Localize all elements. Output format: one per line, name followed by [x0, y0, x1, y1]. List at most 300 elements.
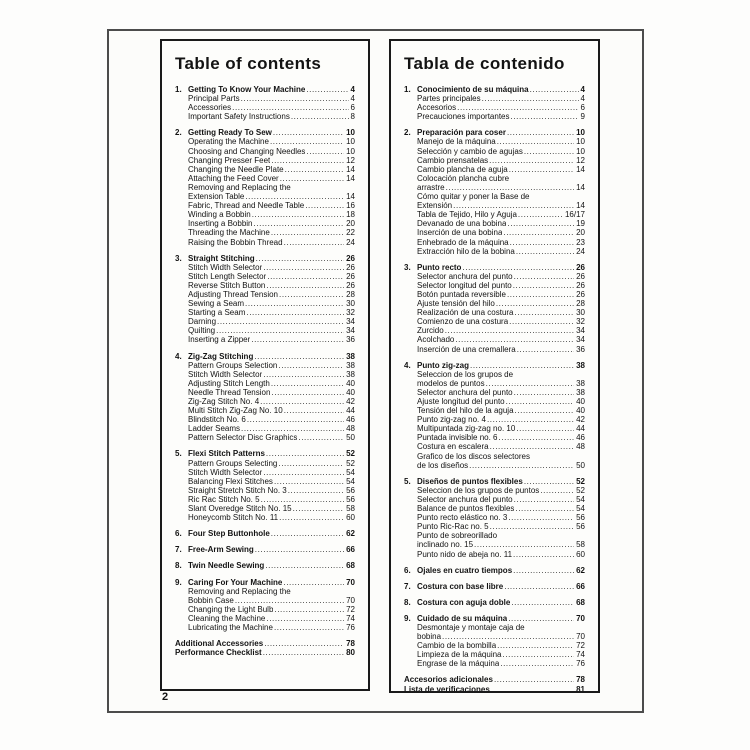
- section-number: 4.: [175, 351, 182, 361]
- toc-entry-label: Acolchado: [417, 335, 455, 345]
- toc-title-spanish: Tabla de contenido: [404, 54, 565, 73]
- page-ref: 76: [576, 659, 585, 669]
- toc-entry: [417, 103, 585, 112]
- page-ref: 34: [576, 335, 585, 345]
- toc-section: [175, 578, 355, 633]
- toc-entry-label: Operating the Machine: [188, 137, 269, 147]
- dot-leader: [263, 648, 344, 657]
- page-ref: 26: [346, 253, 355, 263]
- section-header-label: Free-Arm Sewing: [188, 545, 254, 555]
- section-header-label: Ojales en cuatro tiempos: [417, 565, 513, 575]
- dot-leader: [462, 263, 574, 272]
- toc-entry-label: Puntada invisible no. 6: [417, 433, 498, 443]
- page-ref: 18: [346, 210, 355, 220]
- section-header: [404, 128, 585, 137]
- dot-leader: [273, 128, 344, 137]
- toc-entry-label: Punto recto elástico no. 3: [417, 513, 508, 523]
- page-ref: 10: [346, 137, 355, 147]
- section-header-label: Getting Ready To Sew: [188, 128, 272, 138]
- toc-entry-label: Punto zig-zag no. 4: [417, 415, 486, 425]
- toc-section: [175, 128, 355, 246]
- toc-entry: [417, 406, 585, 415]
- toc-entry: [188, 192, 355, 201]
- dot-leader: [490, 442, 575, 451]
- page-ref: 34: [346, 317, 355, 327]
- toc-entry: [188, 424, 355, 433]
- dot-leader: [245, 299, 344, 308]
- toc-entry-label: Extensión: [417, 201, 453, 211]
- toc-entry: [417, 641, 585, 650]
- toc-entry: [188, 605, 355, 614]
- section-header: [404, 263, 585, 272]
- section-header-label: Punto zig-zag: [417, 360, 469, 370]
- dot-leader: [507, 219, 574, 228]
- dot-leader: [455, 335, 574, 344]
- toc-section: [404, 128, 585, 255]
- toc-entry-label: Extracción hilo de la bobina: [417, 246, 515, 256]
- section-number: 8.: [404, 597, 411, 607]
- section-header: [404, 361, 585, 370]
- toc-entry: [417, 486, 585, 495]
- toc-entry: [188, 587, 355, 596]
- toc-entry: [417, 504, 585, 513]
- toc-entry-label: Selección y cambio de agujas: [417, 146, 523, 156]
- section-header-label: Zig-Zag Stitching: [188, 351, 254, 361]
- toc-entry-label: Ajuste tensión del hilo: [417, 299, 495, 309]
- page-ref: 34: [576, 326, 585, 336]
- toc-entry-label: Changing Presser Feet: [188, 155, 271, 165]
- page-ref: 26: [576, 271, 585, 281]
- toc-entry: [417, 219, 585, 228]
- toc-entry: [188, 433, 355, 442]
- page-ref: 32: [576, 317, 585, 327]
- toc-entry-label: Inserción de una bobina: [417, 228, 503, 238]
- toc-entry: [417, 345, 585, 354]
- toc-section: [404, 85, 585, 121]
- page-ref: 76: [346, 622, 355, 632]
- dot-leader: [489, 156, 574, 165]
- dot-leader: [285, 165, 344, 174]
- page-ref: 12: [346, 155, 355, 165]
- toc-entry: [417, 326, 585, 335]
- toc-entry-label: Zig-Zag Stitch No. 4: [188, 397, 260, 406]
- toc-entry-label: Precauciones importantes: [417, 112, 510, 122]
- dot-leader: [217, 317, 344, 326]
- section-items: [175, 137, 355, 246]
- section-number: 6.: [175, 529, 182, 539]
- toc-entry-label: Colocación plancha cubre: [417, 173, 510, 183]
- toc-entry: [417, 531, 585, 540]
- dot-leader: [513, 550, 574, 559]
- section-items: [175, 459, 355, 523]
- page-ref: 54: [346, 467, 355, 477]
- dot-leader: [284, 238, 345, 247]
- section-number: 4.: [404, 360, 411, 370]
- toc-entry-label: Cambio prensatelas: [417, 155, 489, 165]
- toc-entry-label: Bobbin Case: [188, 595, 234, 605]
- toc-entry-label: Punto Ric-Rac no. 5: [417, 522, 489, 532]
- page-ref: 50: [576, 460, 585, 470]
- toc-entry: [188, 326, 355, 335]
- section-number: 9.: [175, 577, 182, 587]
- toc-entry: [417, 659, 585, 668]
- dot-leader: [491, 685, 574, 693]
- toc-entry-label: Comienzo de una costura: [417, 317, 509, 327]
- section-number: 5.: [404, 476, 411, 486]
- section-header: [175, 254, 355, 263]
- page-ref: 36: [576, 344, 585, 354]
- toc-entry-label: Cambio plancha de aguja: [417, 164, 508, 174]
- toc-entry: [417, 370, 585, 379]
- section-header: [404, 566, 585, 575]
- section-number: 7.: [175, 545, 182, 555]
- section-header-label: Getting To Know Your Machine: [188, 85, 306, 94]
- section-number: 8.: [175, 561, 182, 571]
- section-number: 6.: [404, 565, 411, 575]
- toc-entry-label: Inserting a Bobbin: [188, 219, 253, 229]
- toc-section: [175, 545, 355, 554]
- page-ref: 40: [346, 378, 355, 388]
- page-ref: 68: [346, 561, 355, 571]
- page-ref: 20: [346, 219, 355, 229]
- footer-entry-label: Additional Accessories: [175, 639, 264, 649]
- dot-leader: [516, 247, 574, 256]
- toc-entry-label: Sewing a Seam: [188, 299, 245, 309]
- toc-section: [404, 263, 585, 354]
- toc-entry: [417, 308, 585, 317]
- toc-entry-label: Raising the Bobbin Thread: [188, 237, 283, 247]
- toc-entry: [188, 459, 355, 468]
- dot-leader: [270, 137, 344, 146]
- dot-leader: [306, 147, 344, 156]
- toc-entry-label: Attaching the Feed Cover: [188, 173, 279, 183]
- dot-leader: [278, 361, 344, 370]
- toc-entry: [188, 165, 355, 174]
- toc-entry: [417, 650, 585, 659]
- toc-entry-label: Choosing and Changing Needles: [188, 146, 306, 156]
- toc-entry: [417, 299, 585, 308]
- page-ref: 48: [576, 442, 585, 452]
- page-ref: 10: [576, 146, 585, 156]
- dot-leader: [266, 449, 344, 458]
- toc-entry-label: Pattern Selector Disc Graphics: [188, 433, 298, 443]
- dot-leader: [497, 137, 574, 146]
- toc-entry-label: inclinado no. 15: [417, 540, 474, 550]
- dot-leader: [271, 228, 344, 237]
- toc-entry: [188, 210, 355, 219]
- section-number: 9.: [404, 613, 411, 623]
- section-items: [175, 361, 355, 443]
- toc-column-english: [160, 39, 370, 691]
- page-ref: 56: [346, 485, 355, 495]
- dot-leader: [216, 326, 344, 335]
- page-ref: 14: [576, 182, 585, 192]
- dot-leader: [530, 85, 579, 94]
- toc-entry-label: Important Safety Instructions: [188, 112, 290, 122]
- dot-leader: [293, 504, 344, 513]
- toc-entry: [188, 238, 355, 247]
- page-ref: 38: [576, 387, 585, 397]
- toc-entry-label: Removing and Replacing the: [188, 586, 291, 596]
- toc-entry: [188, 361, 355, 370]
- page-ref: 34: [346, 326, 355, 336]
- dot-leader: [515, 406, 575, 415]
- page-number: 2: [162, 691, 169, 703]
- page-ref: 23: [576, 237, 585, 247]
- toc-entry-label: Reverse Stitch Button: [188, 280, 266, 290]
- page-ref: 78: [346, 639, 355, 649]
- page-ref: 70: [576, 613, 585, 623]
- toc-entry-label: Fabric, Thread and Needle Table: [188, 201, 305, 211]
- toc-footer: [175, 639, 355, 657]
- toc-section: [175, 254, 355, 345]
- toc-entry-label: Seleccion de los grupos de puntos: [417, 485, 540, 495]
- page-ref: 19: [576, 219, 585, 229]
- toc-entry: [417, 424, 585, 433]
- toc-entry: [188, 272, 355, 281]
- toc-entry-label: Stitch Width Selector: [188, 467, 263, 477]
- dot-leader: [247, 415, 344, 424]
- toc-entry: [188, 219, 355, 228]
- toc-entry-label: Ajuste longitud del punto: [417, 397, 505, 406]
- section-number: 1.: [175, 85, 182, 94]
- toc-entry: [188, 137, 355, 146]
- page-ref: 74: [346, 613, 355, 623]
- toc-entry: [188, 317, 355, 326]
- toc-entry: [417, 623, 585, 632]
- toc-entry: [188, 623, 355, 632]
- section-header-label: Diseños de puntos flexibles: [417, 476, 523, 486]
- page-ref: 48: [346, 424, 355, 434]
- toc-entry: [188, 281, 355, 290]
- toc-entry: [188, 228, 355, 237]
- toc-entry: [188, 201, 355, 210]
- page-ref: 50: [346, 433, 355, 443]
- dot-leader: [513, 281, 574, 290]
- page-ref: 6: [350, 103, 355, 113]
- toc-entry: [188, 596, 355, 605]
- page-ref: 52: [576, 476, 585, 486]
- section-header: [175, 529, 355, 538]
- toc-entry-label: Multipuntada zig-zag no. 10: [417, 424, 516, 434]
- section-items: [404, 623, 585, 668]
- toc-entry-label: Tensión del hilo de la aguja: [417, 406, 514, 416]
- toc-entry: [417, 183, 585, 192]
- toc-entry: [417, 461, 585, 470]
- toc-entry: [417, 397, 585, 406]
- toc-entry: [417, 174, 585, 183]
- toc-entry: [188, 290, 355, 299]
- dot-leader: [509, 317, 574, 326]
- page-ref: 58: [346, 504, 355, 514]
- section-header: [175, 128, 355, 137]
- toc-entry: [417, 147, 585, 156]
- section-items: [175, 94, 355, 121]
- page-ref: 38: [346, 369, 355, 379]
- page-ref: 24: [576, 246, 585, 256]
- toc-entry-label: Adjusting Stitch Length: [188, 378, 270, 388]
- toc-entry-label: Honeycomb Stitch No. 11: [188, 513, 279, 523]
- section-header-label: Twin Needle Sewing: [188, 561, 265, 571]
- dot-leader: [490, 522, 575, 531]
- dot-leader: [263, 468, 344, 477]
- manual-page: [107, 29, 644, 713]
- page-ref: 28: [576, 299, 585, 309]
- page-ref: 24: [346, 237, 355, 247]
- toc-section: [404, 598, 585, 607]
- dot-leader: [261, 495, 345, 504]
- dot-leader: [274, 605, 344, 614]
- toc-entry: [417, 540, 585, 549]
- toc-entry: [417, 281, 585, 290]
- footer-entry-label: Lista de verificaciones: [404, 684, 490, 693]
- toc-entry: [188, 397, 355, 406]
- dot-leader: [497, 641, 574, 650]
- toc-entry-label: de los diseños: [417, 460, 469, 470]
- page-ref: 30: [346, 299, 355, 309]
- page-ref: 54: [576, 504, 585, 514]
- page-ref: 38: [346, 351, 355, 361]
- toc-entry: [417, 94, 585, 103]
- toc-entry: [188, 183, 355, 192]
- dot-leader: [283, 578, 344, 587]
- page-ref: 68: [576, 597, 585, 607]
- toc-entry: [417, 550, 585, 559]
- section-header-label: Four Step Buttonhole: [188, 529, 270, 539]
- toc-entry-label: Threading the Machine: [188, 228, 270, 238]
- dot-leader: [235, 596, 344, 605]
- dot-leader: [540, 486, 574, 495]
- toc-entry-label: Quilting: [188, 326, 216, 336]
- dot-leader: [232, 103, 348, 112]
- toc-entry-label: Stitch Width Selector: [188, 262, 263, 272]
- section-number: 3.: [404, 262, 411, 272]
- section-header: [404, 598, 585, 607]
- page-ref: 38: [346, 360, 355, 370]
- dot-leader: [266, 614, 344, 623]
- section-header: [175, 561, 355, 570]
- page-ref: 26: [576, 262, 585, 272]
- dot-leader: [508, 513, 574, 522]
- toc-section: [175, 449, 355, 522]
- toc-entry-label: Grafico de los discos selectores: [417, 451, 530, 461]
- dot-leader: [279, 290, 344, 299]
- toc-entry: [417, 290, 585, 299]
- page-ref: 60: [576, 549, 585, 559]
- toc-entry-label: Ladder Seams: [188, 424, 241, 434]
- toc-entry-label: Selector longitud del punto: [417, 280, 512, 290]
- toc-entry: [188, 174, 355, 183]
- page-ref: 66: [576, 581, 585, 591]
- toc-entry-label: Seleccion de los grupos de: [417, 369, 514, 379]
- toc-entry-label: Accessories: [188, 103, 232, 113]
- page-ref: 56: [346, 494, 355, 504]
- toc-section: [404, 614, 585, 669]
- toc-entry-label: Inserción de una cremallera: [417, 344, 516, 354]
- page-ref: 14: [346, 192, 355, 202]
- dot-leader: [496, 299, 574, 308]
- dot-leader: [271, 388, 344, 397]
- toc-entry: [188, 495, 355, 504]
- dot-leader: [482, 94, 579, 103]
- toc-entry-label: Winding a Bobbin: [188, 210, 251, 220]
- page-ref: 72: [346, 604, 355, 614]
- toc-entry: [417, 522, 585, 531]
- toc-entry: [417, 165, 585, 174]
- dot-leader: [513, 566, 574, 575]
- page-ref: 26: [346, 271, 355, 281]
- toc-entry-label: Slant Overedge Stitch No. 15: [188, 504, 292, 514]
- toc-section: [175, 85, 355, 121]
- page-ref: 74: [576, 650, 585, 660]
- dot-leader: [511, 598, 574, 607]
- footer-entry-label: Accesorios adicionales: [404, 675, 493, 685]
- page-ref: 26: [346, 262, 355, 272]
- dot-leader: [445, 326, 574, 335]
- toc-sections-spanish: [404, 85, 585, 693]
- dot-leader: [509, 165, 574, 174]
- toc-entry: [417, 433, 585, 442]
- dot-leader: [241, 424, 344, 433]
- dot-leader: [506, 397, 574, 406]
- toc-entry: [417, 388, 585, 397]
- toc-entry: [417, 201, 585, 210]
- toc-entry-label: Adjusting Thread Tension: [188, 289, 278, 299]
- page-ref: 62: [346, 529, 355, 539]
- toc-entry: [417, 495, 585, 504]
- toc-entry: [188, 614, 355, 623]
- dot-leader: [279, 513, 344, 522]
- toc-entry-label: Starting a Seam: [188, 308, 246, 318]
- page-ref: 58: [576, 540, 585, 550]
- toc-entry: [188, 370, 355, 379]
- page-ref: 14: [346, 173, 355, 183]
- dot-leader: [515, 308, 575, 317]
- page-ref: 10: [346, 128, 355, 138]
- toc-entry: [188, 147, 355, 156]
- page-ref: 30: [576, 308, 585, 318]
- toc-entry-label: Accesorios: [417, 103, 457, 113]
- section-header-label: Preparación para coser: [417, 128, 506, 138]
- dot-leader: [252, 210, 344, 219]
- toc-entry: [417, 379, 585, 388]
- section-number: 3.: [175, 253, 182, 263]
- toc-entry: [417, 112, 585, 121]
- toc-entry-label: Selector anchura del punto: [417, 271, 513, 281]
- toc-entry: [188, 156, 355, 165]
- toc-section: [404, 582, 585, 591]
- toc-entry: [188, 406, 355, 415]
- toc-entry-label: Balancing Flexi Stitches: [188, 476, 273, 486]
- toc-entry-label: Desmontaje y montaje caja de: [417, 622, 525, 632]
- toc-entry: [417, 137, 585, 146]
- section-header: [404, 85, 585, 94]
- toc-entry-label: Selector anchura del punto: [417, 387, 513, 397]
- page-ref: 54: [576, 494, 585, 504]
- section-number: 5.: [175, 449, 182, 459]
- page-ref: 70: [346, 595, 355, 605]
- page-ref: 4: [580, 94, 585, 104]
- page-ref: 46: [576, 433, 585, 443]
- dot-leader: [291, 112, 349, 121]
- dot-leader: [494, 675, 574, 684]
- page-ref: 4: [350, 85, 355, 94]
- toc-entry-label: modelos de puntos: [417, 378, 485, 388]
- section-header-label: Straight Stitching: [188, 253, 255, 263]
- section-items: [175, 587, 355, 632]
- page-ref: 70: [346, 577, 355, 587]
- dot-leader: [503, 650, 575, 659]
